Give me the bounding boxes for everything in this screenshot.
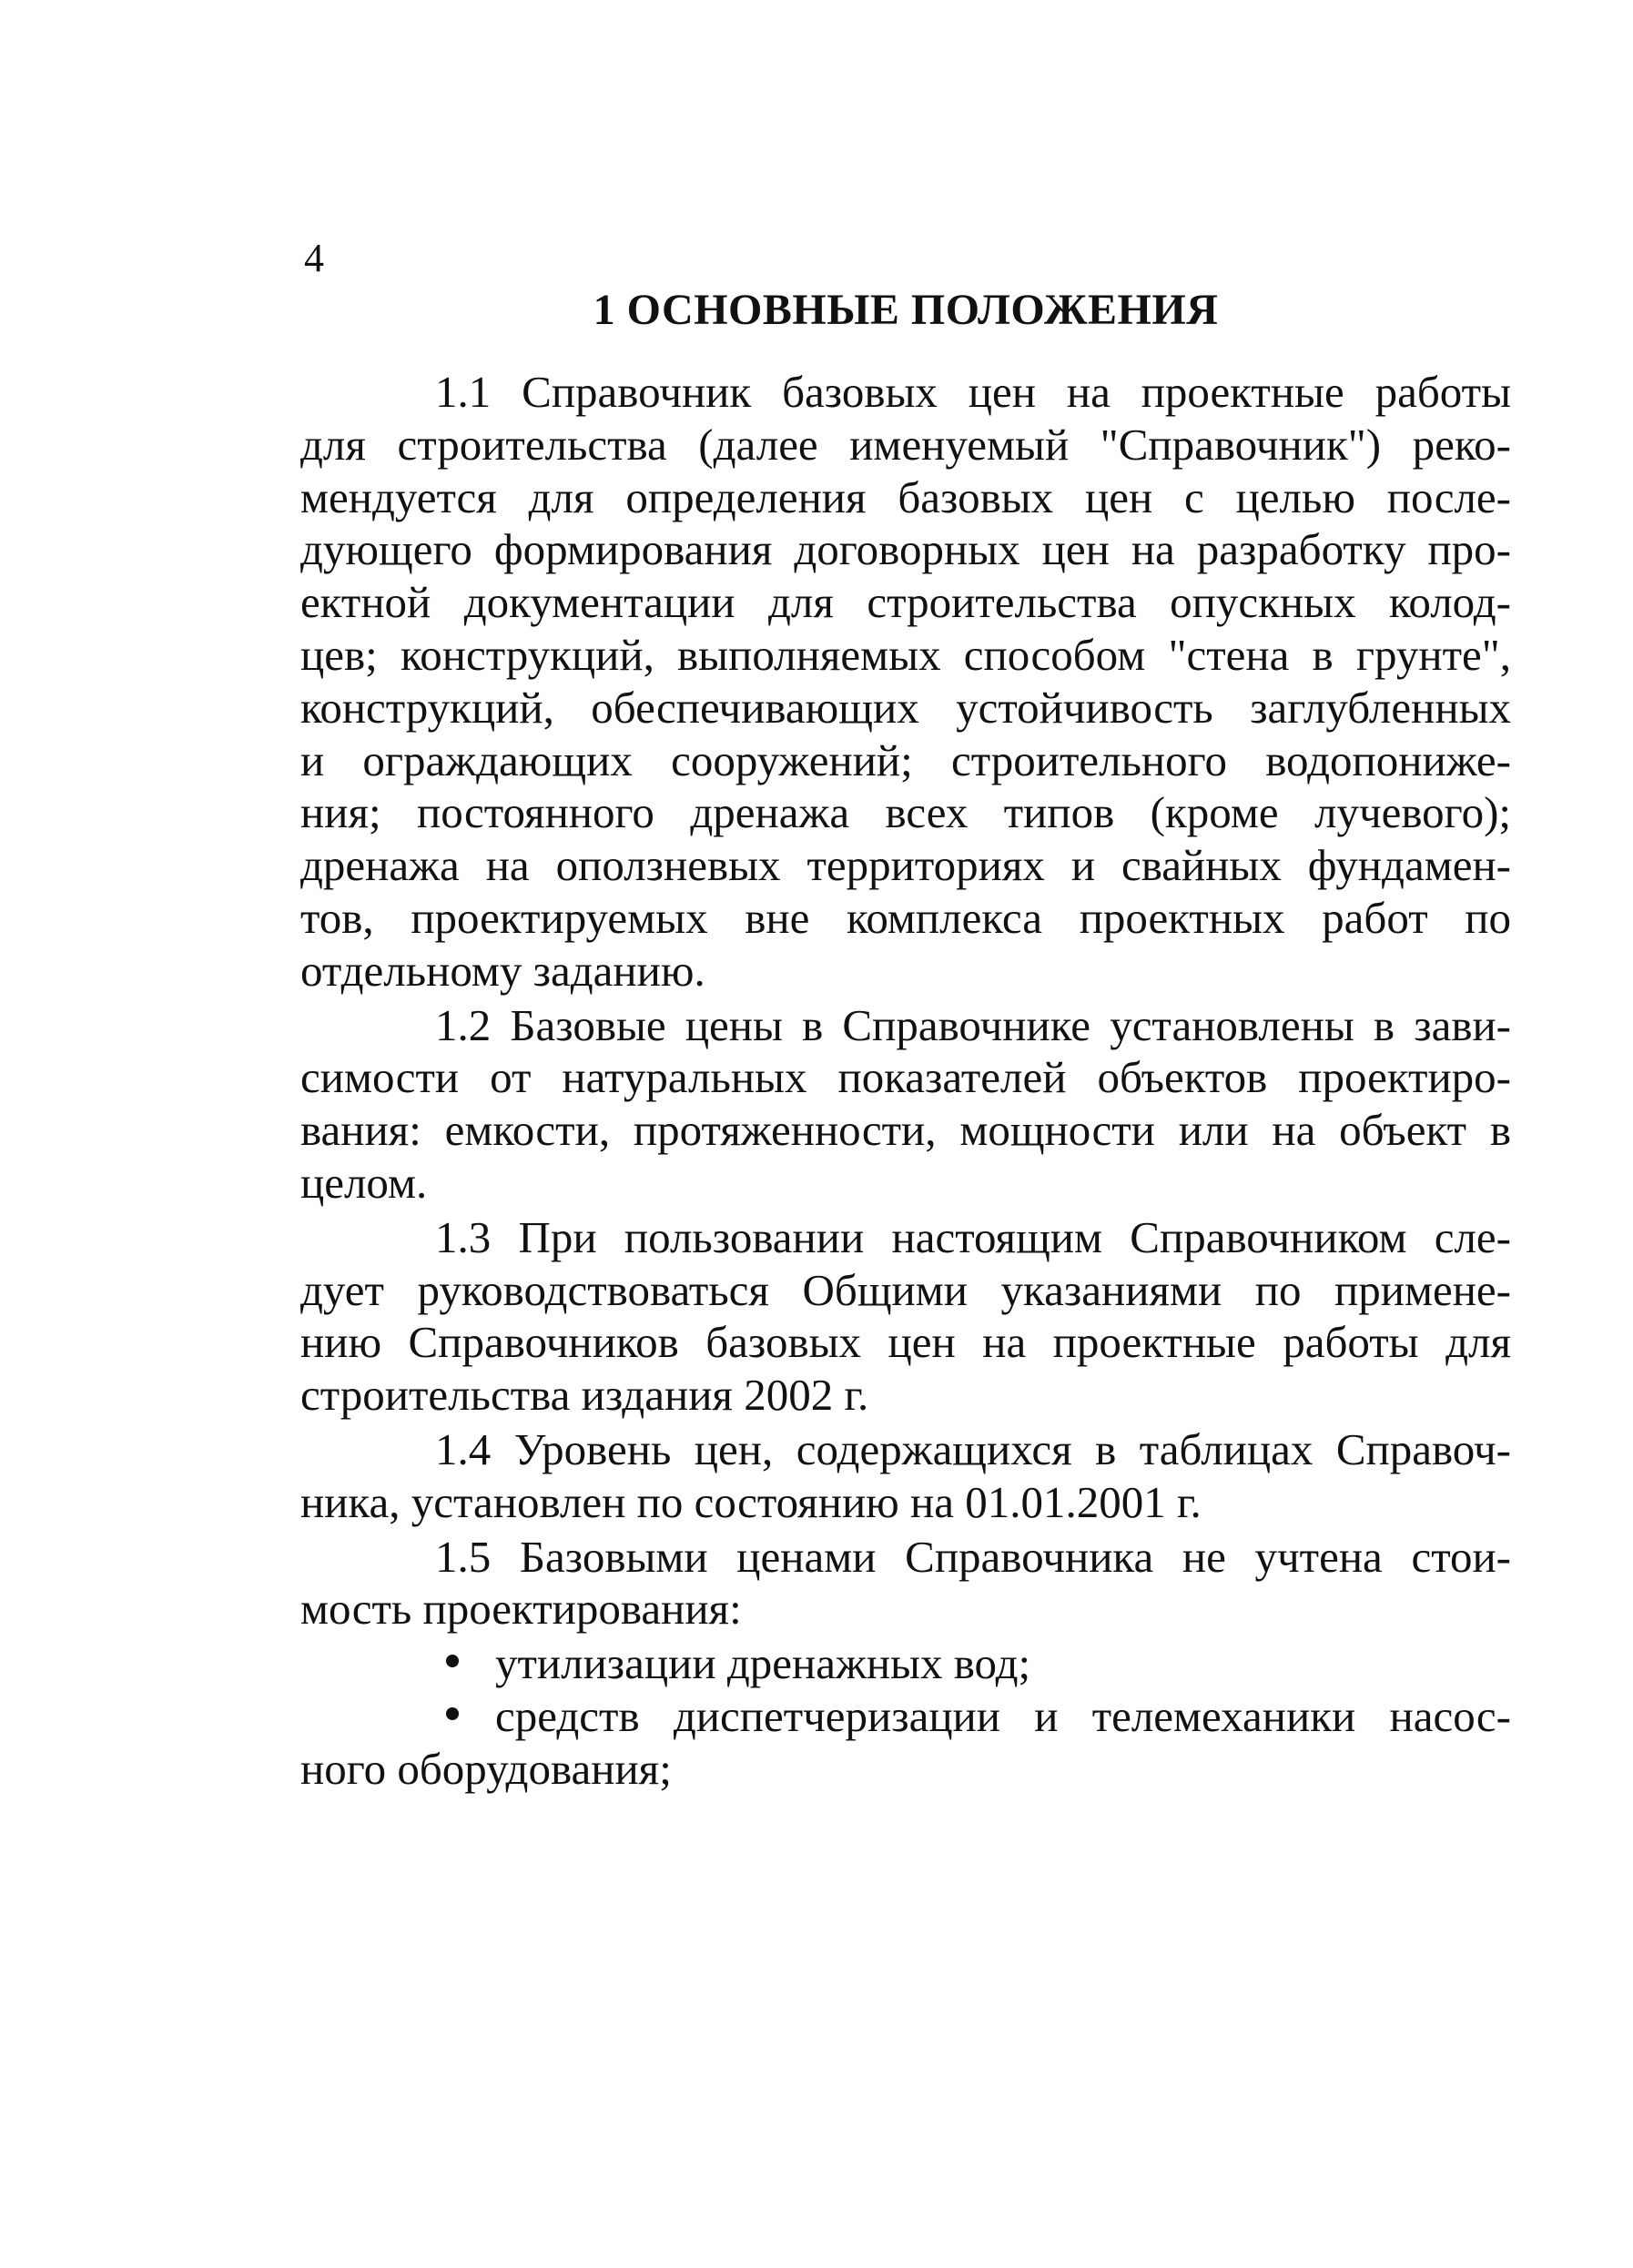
text-line: строительства издания 2002 г.: [300, 1370, 869, 1421]
bullet-list: [300, 1637, 1511, 1795]
text-line: симости от натуральных показателей объектов проектиро-: [300, 1052, 1511, 1103]
bullet-item: [300, 1637, 1511, 1690]
paragraph-1-1: [300, 366, 1511, 997]
text-line: отдельному заданию.: [300, 945, 705, 996]
bullet-continuation: ного оборудования;: [300, 1743, 672, 1794]
paragraph-1-2: [300, 999, 1511, 1210]
text-line: целом.: [300, 1157, 428, 1208]
paragraph-1-3: [300, 1211, 1511, 1422]
bullet-text: средств диспетчеризации и телемеханики насос-: [495, 1690, 1511, 1741]
text-line: 1.4 Уровень цен, содержащихся в таблицах Справоч-: [435, 1423, 1511, 1474]
text-line: 1.3 При пользовании настоящим Справочником сле-: [435, 1211, 1511, 1262]
text-line: 1.1 Справочник базовых цен на проектные работы: [435, 367, 1511, 417]
bullet-icon: [446, 1707, 459, 1720]
text-line: ектной документации для строительства опускных колод-: [300, 577, 1511, 628]
text-line: тов, проектируемых вне комплекса проектных работ по: [300, 892, 1511, 943]
text-line: 1.5 Базовыми ценами Справочника не учтена стои-: [435, 1531, 1511, 1582]
paragraph-1-5: [300, 1531, 1511, 1636]
text-line: ника, установлен по состоянию на 01.01.2001 г.: [300, 1476, 1202, 1527]
bullet-text: утилизации дренажных вод;: [495, 1638, 1031, 1689]
body-text: [300, 366, 1511, 1796]
text-line: для строительства (далее именуемый "Справочник") реко-: [300, 419, 1511, 470]
section-heading: 1 ОСНОВНЫЕ ПОЛОЖЕНИЯ: [593, 286, 1219, 334]
text-line: нию Справочников базовых цен на проектные работы для: [300, 1317, 1511, 1368]
text-line: цев; конструкций, выполняемых способом "стена в грунте",: [300, 629, 1511, 680]
text-line: и ограждающих сооружений; строительного водопониже-: [300, 734, 1511, 785]
text-line: дующего формирования договорных цен на разработку про-: [300, 524, 1511, 575]
text-line: ния; постоянного дренажа всех типов (кроме лучевого);: [300, 787, 1511, 838]
text-line: мость проектирования:: [300, 1584, 742, 1635]
text-line: конструкций, обеспечивающих устойчивость заглубленных: [300, 682, 1511, 733]
text-line: 1.2 Базовые цены в Справочнике установлены в зави-: [435, 999, 1511, 1050]
text-line: вания: емкости, протяженности, мощности или на объект в: [300, 1105, 1511, 1156]
bullet-item: [300, 1690, 1511, 1796]
paragraph-1-4: [300, 1423, 1511, 1529]
text-line: дует руководствоваться Общими указаниями по примене-: [300, 1264, 1511, 1315]
bullet-icon: [446, 1655, 459, 1667]
page-number: 4: [304, 236, 324, 280]
text-line: мендуется для определения базовых цен с целью после-: [300, 471, 1511, 522]
text-line: дренажа на оползневых территориях и свайных фундамен-: [300, 840, 1511, 891]
